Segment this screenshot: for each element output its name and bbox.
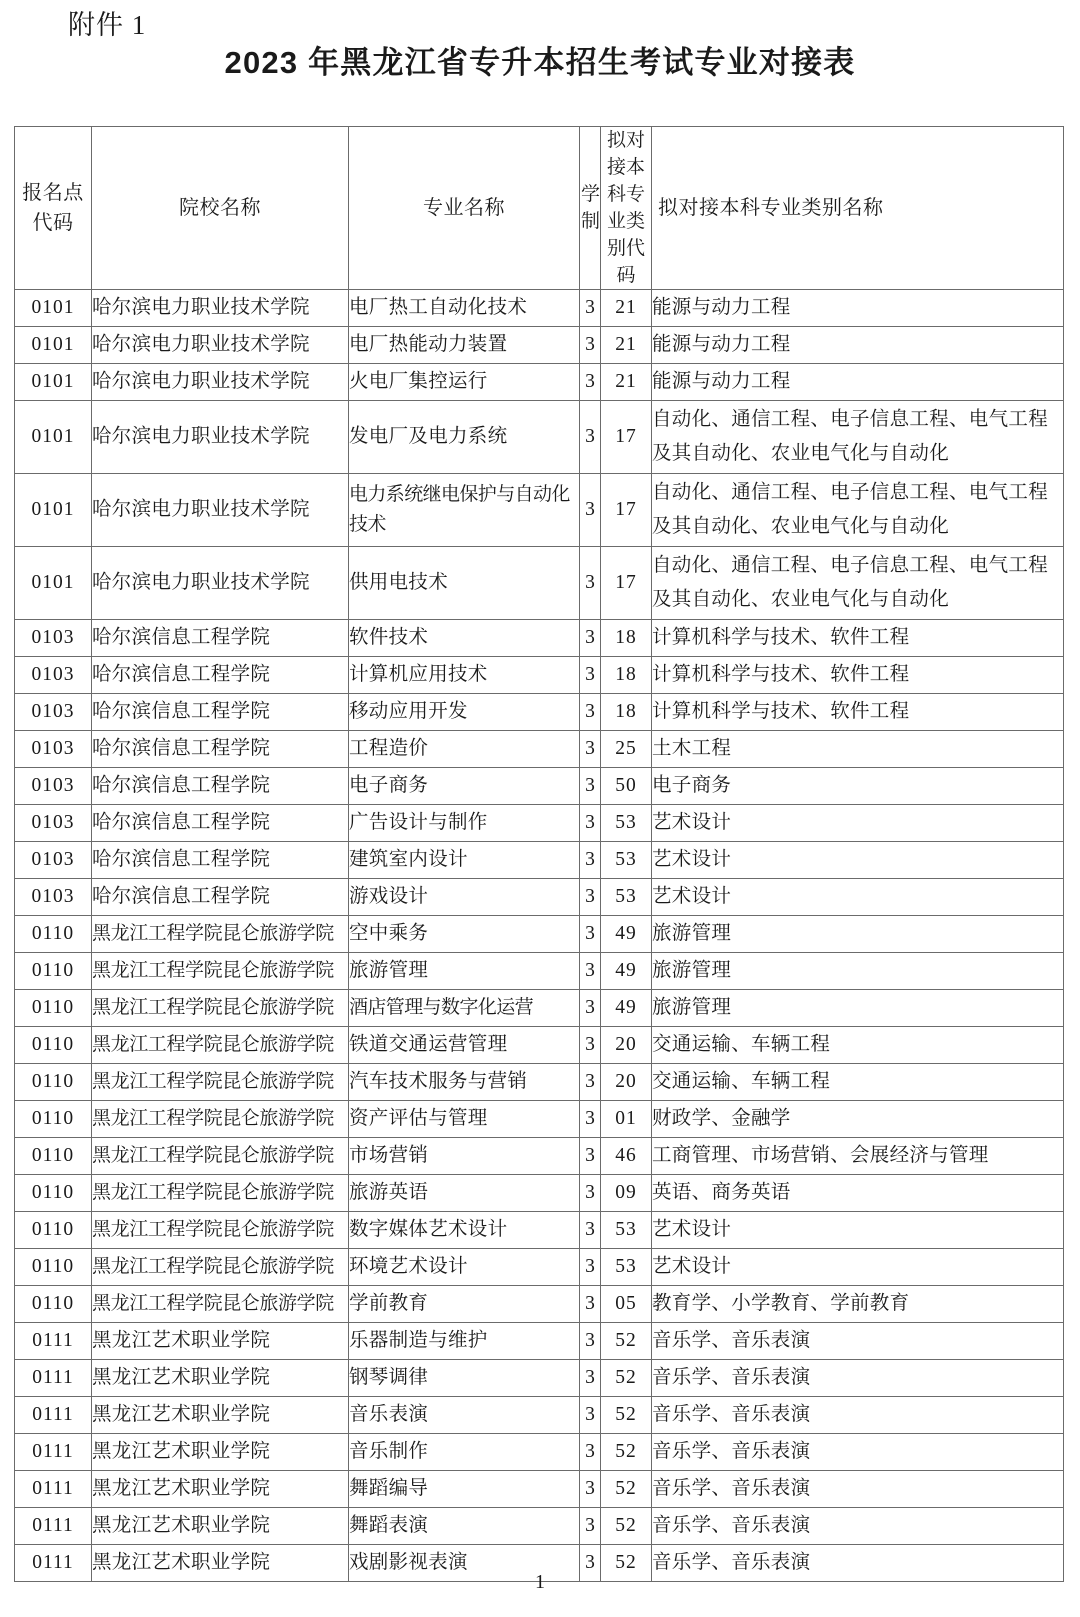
- table-row: [15, 401, 1064, 474]
- cell-years: 3: [580, 1360, 601, 1397]
- cell-registration-code: 0111: [15, 1471, 92, 1508]
- cell-registration-code: 0103: [15, 620, 92, 657]
- cell-years: 3: [580, 1434, 601, 1471]
- cell-undergrad-category-name: 音乐学、音乐表演: [652, 1508, 1064, 1545]
- table-row: [15, 1397, 1064, 1434]
- cell-undergrad-category-code: 25: [601, 731, 652, 768]
- cell-school-name: 黑龙江工程学院昆仑旅游学院: [92, 1027, 349, 1064]
- cell-major-name: 数字媒体艺术设计: [349, 1212, 580, 1249]
- column-header-undergrad-category-name: 拟对接本科专业类别名称: [652, 127, 1064, 290]
- cell-registration-code: 0110: [15, 1101, 92, 1138]
- table-row: [15, 768, 1064, 805]
- cell-major-name: 戏剧影视表演: [349, 1545, 580, 1582]
- cell-registration-code: 0101: [15, 474, 92, 547]
- cell-school-name: 哈尔滨信息工程学院: [92, 620, 349, 657]
- cell-years: 3: [580, 1212, 601, 1249]
- cell-undergrad-category-code: 17: [601, 401, 652, 474]
- cell-school-name: 黑龙江艺术职业学院: [92, 1508, 349, 1545]
- cell-school-name: 黑龙江艺术职业学院: [92, 1434, 349, 1471]
- cell-school-name: 哈尔滨电力职业技术学院: [92, 401, 349, 474]
- cell-school-name: 黑龙江工程学院昆仑旅游学院: [92, 990, 349, 1027]
- table-row: [15, 547, 1064, 620]
- cell-registration-code: 0110: [15, 1175, 92, 1212]
- cell-undergrad-category-name: 土木工程: [652, 731, 1064, 768]
- cell-school-name: 黑龙江工程学院昆仑旅游学院: [92, 916, 349, 953]
- cell-undergrad-category-code: 53: [601, 1249, 652, 1286]
- cell-years: 3: [580, 768, 601, 805]
- cell-school-name: 哈尔滨信息工程学院: [92, 731, 349, 768]
- cell-years: 3: [580, 1508, 601, 1545]
- cell-years: 3: [580, 1101, 601, 1138]
- cell-undergrad-category-code: 52: [601, 1471, 652, 1508]
- cell-registration-code: 0110: [15, 1249, 92, 1286]
- table-row: [15, 842, 1064, 879]
- cell-major-name: 电厂热工自动化技术: [349, 290, 580, 327]
- cell-school-name: 哈尔滨电力职业技术学院: [92, 327, 349, 364]
- cell-undergrad-category-name: 能源与动力工程: [652, 290, 1064, 327]
- cell-undergrad-category-name: 艺术设计: [652, 1249, 1064, 1286]
- cell-school-name: 黑龙江工程学院昆仑旅游学院: [92, 1212, 349, 1249]
- cell-school-name: 黑龙江艺术职业学院: [92, 1471, 349, 1508]
- cell-major-name: 钢琴调律: [349, 1360, 580, 1397]
- cell-school-name: 哈尔滨信息工程学院: [92, 657, 349, 694]
- cell-registration-code: 0103: [15, 879, 92, 916]
- page-title: 2023 年黑龙江省专升本招生考试专业对接表: [224, 45, 856, 80]
- table-row: [15, 290, 1064, 327]
- cell-major-name: 发电厂及电力系统: [349, 401, 580, 474]
- cell-major-name: 移动应用开发: [349, 694, 580, 731]
- cell-school-name: 哈尔滨电力职业技术学院: [92, 474, 349, 547]
- table-header: [15, 127, 1064, 290]
- cell-school-name: 黑龙江工程学院昆仑旅游学院: [92, 1286, 349, 1323]
- cell-school-name: 哈尔滨信息工程学院: [92, 805, 349, 842]
- cell-school-name: 黑龙江艺术职业学院: [92, 1397, 349, 1434]
- cell-undergrad-category-code: 49: [601, 990, 652, 1027]
- cell-undergrad-category-name: 计算机科学与技术、软件工程: [652, 694, 1064, 731]
- cell-undergrad-category-name: 自动化、通信工程、电子信息工程、电气工程及其自动化、农业电气化与自动化: [652, 474, 1064, 547]
- cell-years: 3: [580, 1323, 601, 1360]
- column-header-years: 学制: [580, 127, 601, 290]
- cell-major-name: 计算机应用技术: [349, 657, 580, 694]
- cell-undergrad-category-name: 音乐学、音乐表演: [652, 1434, 1064, 1471]
- cell-undergrad-category-code: 21: [601, 290, 652, 327]
- table-row: [15, 805, 1064, 842]
- cell-years: 3: [580, 474, 601, 547]
- cell-major-name: 环境艺术设计: [349, 1249, 580, 1286]
- cell-major-name: 软件技术: [349, 620, 580, 657]
- cell-registration-code: 0101: [15, 547, 92, 620]
- cell-years: 3: [580, 879, 601, 916]
- cell-undergrad-category-name: 财政学、金融学: [652, 1101, 1064, 1138]
- cell-major-name: 电厂热能动力装置: [349, 327, 580, 364]
- cell-school-name: 黑龙江工程学院昆仑旅游学院: [92, 1249, 349, 1286]
- cell-undergrad-category-name: 艺术设计: [652, 805, 1064, 842]
- cell-major-name: 铁道交通运营管理: [349, 1027, 580, 1064]
- cell-undergrad-category-name: 能源与动力工程: [652, 364, 1064, 401]
- table-header-row: [15, 127, 1064, 290]
- cell-school-name: 哈尔滨信息工程学院: [92, 842, 349, 879]
- cell-undergrad-category-code: 49: [601, 916, 652, 953]
- cell-major-name: 广告设计与制作: [349, 805, 580, 842]
- table-row: [15, 364, 1064, 401]
- cell-major-name: 资产评估与管理: [349, 1101, 580, 1138]
- cell-registration-code: 0103: [15, 805, 92, 842]
- cell-major-name: 舞蹈编导: [349, 1471, 580, 1508]
- table-row: [15, 953, 1064, 990]
- cell-school-name: 哈尔滨电力职业技术学院: [92, 547, 349, 620]
- cell-years: 3: [580, 916, 601, 953]
- cell-school-name: 黑龙江工程学院昆仑旅游学院: [92, 1175, 349, 1212]
- cell-years: 3: [580, 1175, 601, 1212]
- cell-years: 3: [580, 547, 601, 620]
- cell-undergrad-category-name: 旅游管理: [652, 916, 1064, 953]
- cell-years: 3: [580, 842, 601, 879]
- cell-school-name: 黑龙江艺术职业学院: [92, 1545, 349, 1582]
- cell-undergrad-category-name: 旅游管理: [652, 953, 1064, 990]
- cell-major-name: 音乐制作: [349, 1434, 580, 1471]
- cell-undergrad-category-name: 音乐学、音乐表演: [652, 1545, 1064, 1582]
- cell-undergrad-category-name: 音乐学、音乐表演: [652, 1397, 1064, 1434]
- cell-years: 3: [580, 364, 601, 401]
- cell-registration-code: 0110: [15, 916, 92, 953]
- cell-registration-code: 0101: [15, 290, 92, 327]
- table-row: [15, 1212, 1064, 1249]
- cell-school-name: 黑龙江工程学院昆仑旅游学院: [92, 1138, 349, 1175]
- cell-registration-code: 0101: [15, 327, 92, 364]
- cell-undergrad-category-name: 音乐学、音乐表演: [652, 1471, 1064, 1508]
- cell-years: 3: [580, 401, 601, 474]
- table-row: [15, 879, 1064, 916]
- cell-years: 3: [580, 1249, 601, 1286]
- cell-undergrad-category-code: 21: [601, 327, 652, 364]
- cell-years: 3: [580, 290, 601, 327]
- cell-major-name: 游戏设计: [349, 879, 580, 916]
- table-row: [15, 657, 1064, 694]
- cell-school-name: 哈尔滨电力职业技术学院: [92, 364, 349, 401]
- cell-undergrad-category-name: 音乐学、音乐表演: [652, 1360, 1064, 1397]
- cell-undergrad-category-name: 自动化、通信工程、电子信息工程、电气工程及其自动化、农业电气化与自动化: [652, 547, 1064, 620]
- cell-years: 3: [580, 990, 601, 1027]
- cell-registration-code: 0110: [15, 1027, 92, 1064]
- cell-undergrad-category-code: 53: [601, 805, 652, 842]
- cell-undergrad-category-code: 18: [601, 657, 652, 694]
- cell-undergrad-category-name: 计算机科学与技术、软件工程: [652, 620, 1064, 657]
- cell-major-name: 汽车技术服务与营销: [349, 1064, 580, 1101]
- cell-undergrad-category-name: 音乐学、音乐表演: [652, 1323, 1064, 1360]
- cell-registration-code: 0101: [15, 401, 92, 474]
- cell-undergrad-category-code: 53: [601, 879, 652, 916]
- table-row: [15, 1175, 1064, 1212]
- cell-undergrad-category-name: 电子商务: [652, 768, 1064, 805]
- cell-undergrad-category-code: 01: [601, 1101, 652, 1138]
- cell-undergrad-category-name: 艺术设计: [652, 1212, 1064, 1249]
- cell-undergrad-category-name: 能源与动力工程: [652, 327, 1064, 364]
- column-header-registration-code: 报名点代码: [15, 127, 92, 290]
- cell-undergrad-category-code: 17: [601, 547, 652, 620]
- cell-major-name: 建筑室内设计: [349, 842, 580, 879]
- cell-undergrad-category-code: 20: [601, 1027, 652, 1064]
- cell-registration-code: 0111: [15, 1323, 92, 1360]
- cell-years: 3: [580, 731, 601, 768]
- cell-undergrad-category-code: 20: [601, 1064, 652, 1101]
- cell-undergrad-category-code: 09: [601, 1175, 652, 1212]
- cell-years: 3: [580, 327, 601, 364]
- cell-major-name: 酒店管理与数字化运营: [349, 990, 580, 1027]
- table-row: [15, 1249, 1064, 1286]
- cell-undergrad-category-name: 艺术设计: [652, 842, 1064, 879]
- cell-undergrad-category-name: 旅游管理: [652, 990, 1064, 1027]
- major-mapping-table: [14, 126, 1064, 1582]
- table-row: [15, 1434, 1064, 1471]
- cell-undergrad-category-code: 52: [601, 1397, 652, 1434]
- cell-undergrad-category-name: 工商管理、市场营销、会展经济与管理: [652, 1138, 1064, 1175]
- cell-registration-code: 0111: [15, 1360, 92, 1397]
- cell-years: 3: [580, 1138, 601, 1175]
- cell-major-name: 火电厂集控运行: [349, 364, 580, 401]
- cell-registration-code: 0110: [15, 1138, 92, 1175]
- cell-major-name: 电力系统继电保护与自动化技术: [349, 474, 580, 547]
- cell-undergrad-category-code: 17: [601, 474, 652, 547]
- cell-major-name: 音乐表演: [349, 1397, 580, 1434]
- cell-years: 3: [580, 1027, 601, 1064]
- cell-undergrad-category-code: 18: [601, 620, 652, 657]
- table-body: [15, 290, 1064, 1582]
- cell-years: 3: [580, 805, 601, 842]
- cell-undergrad-category-code: 05: [601, 1286, 652, 1323]
- cell-years: 3: [580, 953, 601, 990]
- cell-registration-code: 0111: [15, 1397, 92, 1434]
- table-row: [15, 1471, 1064, 1508]
- cell-undergrad-category-name: 交通运输、车辆工程: [652, 1064, 1064, 1101]
- cell-major-name: 供用电技术: [349, 547, 580, 620]
- column-header-major-name: 专业名称: [349, 127, 580, 290]
- cell-undergrad-category-name: 交通运输、车辆工程: [652, 1027, 1064, 1064]
- cell-major-name: 空中乘务: [349, 916, 580, 953]
- cell-school-name: 黑龙江工程学院昆仑旅游学院: [92, 953, 349, 990]
- table-row: [15, 1064, 1064, 1101]
- cell-school-name: 哈尔滨信息工程学院: [92, 879, 349, 916]
- cell-years: 3: [580, 1064, 601, 1101]
- table-row: [15, 916, 1064, 953]
- page-number: 1: [535, 1571, 545, 1593]
- cell-undergrad-category-code: 52: [601, 1323, 652, 1360]
- cell-undergrad-category-code: 46: [601, 1138, 652, 1175]
- table-row: [15, 1508, 1064, 1545]
- cell-school-name: 黑龙江艺术职业学院: [92, 1323, 349, 1360]
- cell-undergrad-category-code: 52: [601, 1434, 652, 1471]
- table-row: [15, 327, 1064, 364]
- cell-registration-code: 0110: [15, 1212, 92, 1249]
- cell-years: 3: [580, 1397, 601, 1434]
- cell-undergrad-category-code: 50: [601, 768, 652, 805]
- cell-school-name: 黑龙江艺术职业学院: [92, 1360, 349, 1397]
- cell-major-name: 市场营销: [349, 1138, 580, 1175]
- cell-undergrad-category-code: 18: [601, 694, 652, 731]
- cell-undergrad-category-name: 自动化、通信工程、电子信息工程、电气工程及其自动化、农业电气化与自动化: [652, 401, 1064, 474]
- column-header-undergrad-category-code: 拟对接本科专业类别代码: [601, 127, 652, 290]
- cell-undergrad-category-name: 计算机科学与技术、软件工程: [652, 657, 1064, 694]
- cell-registration-code: 0111: [15, 1434, 92, 1471]
- cell-years: 3: [580, 1545, 601, 1582]
- table-row: [15, 474, 1064, 547]
- cell-registration-code: 0110: [15, 953, 92, 990]
- table-row: [15, 1360, 1064, 1397]
- cell-registration-code: 0111: [15, 1545, 92, 1582]
- cell-undergrad-category-name: 艺术设计: [652, 879, 1064, 916]
- cell-years: 3: [580, 620, 601, 657]
- column-header-school-name: 院校名称: [92, 127, 349, 290]
- cell-years: 3: [580, 694, 601, 731]
- attachment-label: 附件 1: [68, 10, 147, 40]
- table-row: [15, 620, 1064, 657]
- cell-major-name: 舞蹈表演: [349, 1508, 580, 1545]
- cell-undergrad-category-code: 49: [601, 953, 652, 990]
- cell-registration-code: 0103: [15, 731, 92, 768]
- cell-undergrad-category-code: 52: [601, 1508, 652, 1545]
- cell-major-name: 旅游管理: [349, 953, 580, 990]
- cell-registration-code: 0103: [15, 657, 92, 694]
- cell-major-name: 电子商务: [349, 768, 580, 805]
- cell-registration-code: 0110: [15, 990, 92, 1027]
- cell-registration-code: 0110: [15, 1064, 92, 1101]
- cell-school-name: 黑龙江工程学院昆仑旅游学院: [92, 1101, 349, 1138]
- cell-major-name: 学前教育: [349, 1286, 580, 1323]
- cell-school-name: 哈尔滨信息工程学院: [92, 768, 349, 805]
- cell-major-name: 旅游英语: [349, 1175, 580, 1212]
- cell-registration-code: 0103: [15, 768, 92, 805]
- cell-registration-code: 0103: [15, 842, 92, 879]
- cell-registration-code: 0111: [15, 1508, 92, 1545]
- table-row: [15, 1138, 1064, 1175]
- cell-major-name: 工程造价: [349, 731, 580, 768]
- cell-years: 3: [580, 1286, 601, 1323]
- table-row: [15, 731, 1064, 768]
- cell-school-name: 黑龙江工程学院昆仑旅游学院: [92, 1064, 349, 1101]
- cell-undergrad-category-name: 英语、商务英语: [652, 1175, 1064, 1212]
- major-mapping-table-container: [14, 126, 1063, 1582]
- table-row: [15, 1286, 1064, 1323]
- cell-years: 3: [580, 1471, 601, 1508]
- cell-school-name: 哈尔滨电力职业技术学院: [92, 290, 349, 327]
- cell-undergrad-category-name: 教育学、小学教育、学前教育: [652, 1286, 1064, 1323]
- table-row: [15, 1027, 1064, 1064]
- table-row: [15, 694, 1064, 731]
- cell-registration-code: 0103: [15, 694, 92, 731]
- table-row: [15, 990, 1064, 1027]
- table-row: [15, 1323, 1064, 1360]
- cell-registration-code: 0110: [15, 1286, 92, 1323]
- cell-undergrad-category-code: 21: [601, 364, 652, 401]
- cell-years: 3: [580, 657, 601, 694]
- cell-major-name: 乐器制造与维护: [349, 1323, 580, 1360]
- cell-registration-code: 0101: [15, 364, 92, 401]
- cell-undergrad-category-code: 53: [601, 842, 652, 879]
- cell-undergrad-category-code: 53: [601, 1212, 652, 1249]
- table-row: [15, 1101, 1064, 1138]
- cell-undergrad-category-code: 52: [601, 1545, 652, 1582]
- cell-school-name: 哈尔滨信息工程学院: [92, 694, 349, 731]
- cell-undergrad-category-code: 52: [601, 1360, 652, 1397]
